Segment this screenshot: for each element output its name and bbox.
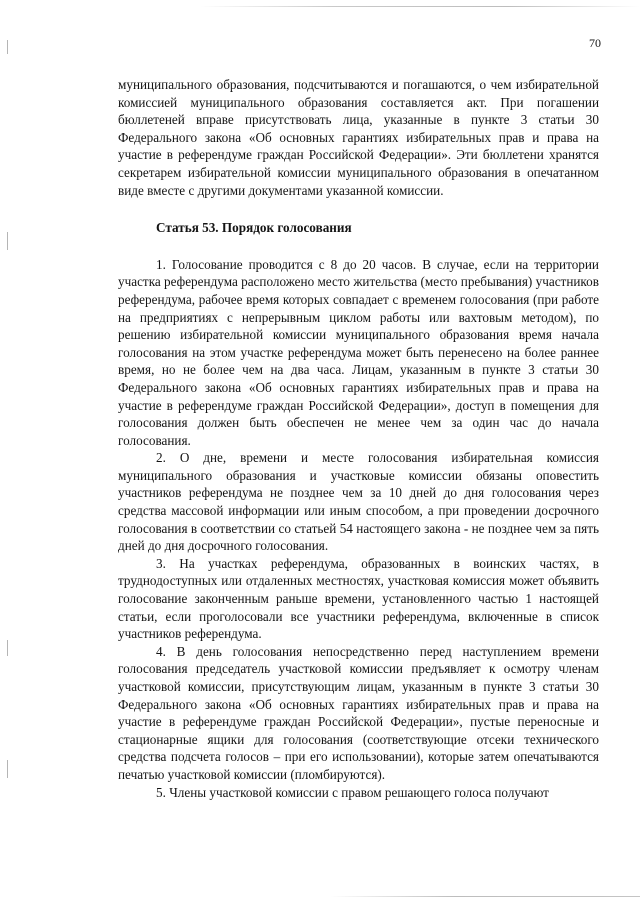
paragraph-2: 2. О дне, времени и месте голосования избирательная комиссия муниципального образования и участковые комиссии обязаны оповестить участников референдума не позднее чем за 10 дней до дня голосования через средства массовой информации или иным способом, а при проведении досрочного голосования в соответствии со статьей 54 настоящего закона - не позднее чем за пять дней до дня досрочного голосования. (118, 450, 599, 554)
document-body (118, 76, 599, 801)
scan-margin-mark (7, 640, 8, 656)
scan-artifact-top-line (200, 6, 640, 7)
page-number: 70 (589, 36, 601, 50)
paragraph-3: 3. На участках референдума, образованных в воинских частях, в труднодоступных или отдаленных местностях, участковая комиссия может объявить голосование законченным раньше времени, установленного частью 1 настоящей статьи, если проголосовали все участники референдума, включенные в список участников референдума. (118, 555, 599, 642)
scan-margin-mark (7, 232, 8, 250)
article-heading: Статья 53. Порядок голосования (156, 220, 352, 236)
intro-paragraph: муниципального образования, подсчитываются и погашаются, о чем избирательной комиссией муниципального образования составляется акт. При погашении бюллетеней вправе присутствовать лица, указанные в пункте 3 статьи 30 Федерального закона «Об основных гарантиях избирательных прав и права на участие в референдуме граждан Российской Федерации». Эти бюллетени хранятся секретарем избирательной комиссии муниципального образования в опечатанном виде вместе с другими документами указанной комиссии. (118, 77, 599, 198)
scan-artifact-bottom-line (330, 896, 640, 897)
scan-margin-mark (7, 760, 8, 778)
paragraph-1: 1. Голосование проводится с 8 до 20 часов. В случае, если на территории участка референдума расположено место жительства (место пребывания) участников референдума, рабочее время которых совпадает с временем голосования (при работе на предприятиях с непрерывным циклом работы или вахтовым методом), по решению избирательной комиссии муниципального образования время начала голосования на этом участке референдума может быть перенесено на более раннее время, но не более чем на два часа. Лицам, указанным в пункте 3 статьи 30 Федерального закона «Об основных гарантиях избирательных прав и права на участие в референдуме граждан Российской Федерации», доступ в помещения для голосования должен быть обеспечен не менее чем за один час до начала голосования. (118, 256, 599, 448)
paragraph-4: 4. В день голосования непосредственно перед наступлением времени голосования председатель участковой комиссии предъявляет к осмотру членам участковой комиссии, присутствующим лицам, указанным в пункте 3 статьи 30 Федерального закона «Об основных гарантиях избирательных прав и права на участие в референдуме граждан Российской Федерации», пустые переносные и стационарные ящики для голосования (соответствующие отсеки технического средства подсчета голосов – при его использовании), которые затем опечатываются печатью участковой комиссии (пломбируются). (118, 643, 599, 782)
scan-margin-mark (7, 40, 8, 54)
paragraph-5: 5. Члены участковой комиссии с правом решающего голоса получают (156, 784, 549, 800)
